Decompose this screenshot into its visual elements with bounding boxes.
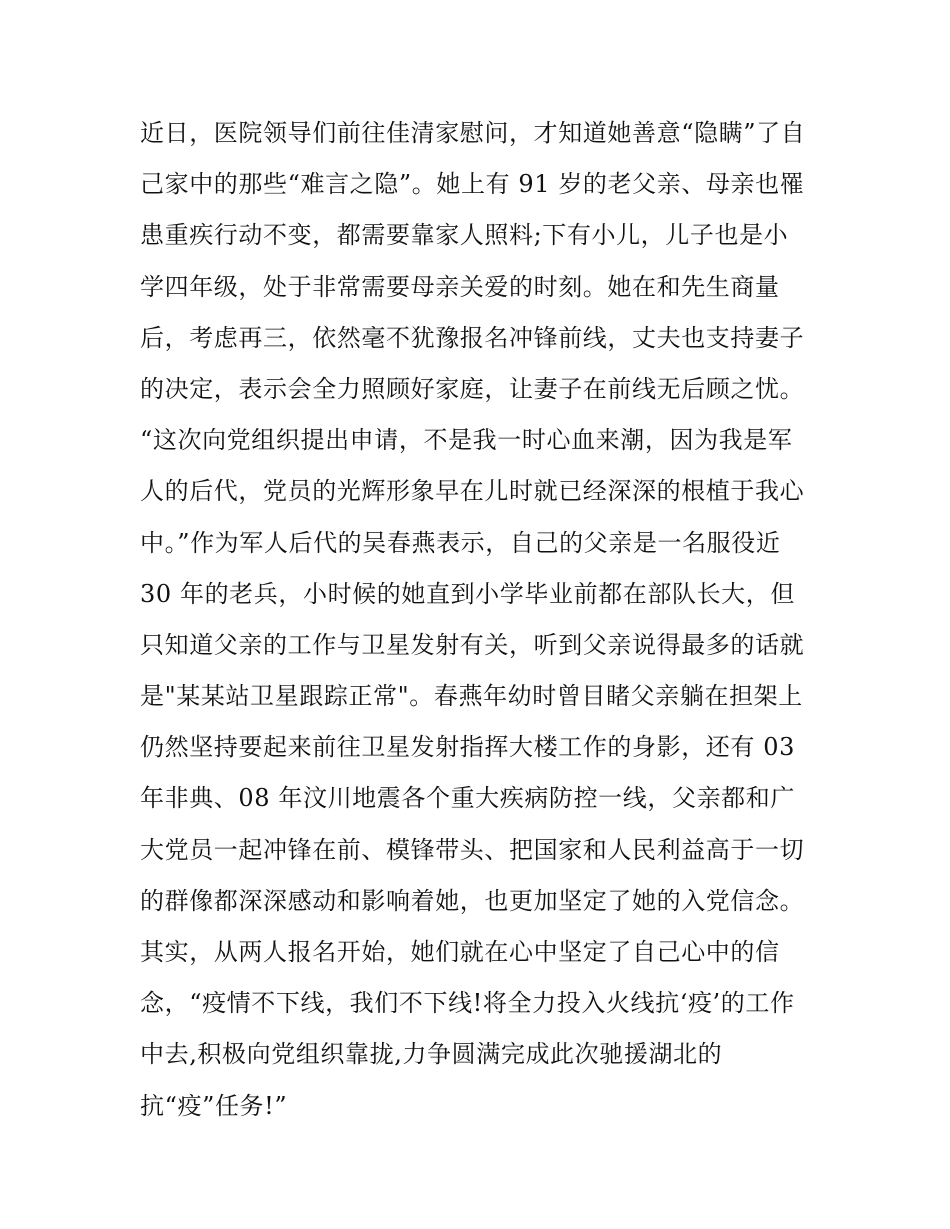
text-line-11: 只知道父亲的工作与卫星发射有关，听到父亲说得最多的话就 <box>140 630 805 659</box>
text-line-14: 年非典、08 年汶川地震各个重大疾病防控一线，父亲都和广 <box>140 784 795 813</box>
text-line-3: 患重疾行动不变，都需要靠家人照料;下有小儿，儿子也是小 <box>140 221 789 250</box>
text-line-15: 大党员一起冲锋在前、模锋带头、把国家和人民利益高于一切 <box>140 835 805 864</box>
text-line-13: 仍然坚持要起来前往卫星发射指挥大楼工作的身影，还有 03 <box>140 733 795 762</box>
text-line-12: 是"某某站卫星跟踪正常"。春燕年幼时曾目睹父亲躺在担架上 <box>140 682 803 711</box>
text-line-8: 人的后代，党员的光辉形象早在儿时就已经深深的根植于我心 <box>140 477 805 506</box>
text-line-1: 近日，医院领导们前往佳清家慰问，才知道她善意“隐瞒”了自 <box>140 119 806 147</box>
text-line-2: 己家中的那些“难言之隐”。她上有 91 岁的老父亲、母亲也罹 <box>140 170 805 199</box>
text-line-17: 其实，从两人报名开始，她们就在心中坚定了自己心中的信 <box>140 938 780 966</box>
text-line-16: 的群像都深深感动和影响着她，也更加坚定了她的入党信念。 <box>140 886 805 915</box>
text-line-7: “这次向党组织提出申请，不是我一时心血来潮，因为我是军 <box>140 426 793 455</box>
text-line-5: 后，考虑再三，依然毫不犹豫报名冲锋前线，丈夫也支持妻子 <box>140 323 805 352</box>
text-line-9: 中。”作为军人后代的吴春燕表示，自己的父亲是一名服役近 <box>140 528 781 557</box>
text-line-18: 念，“疫情不下线，我们不下线!将全力投入火线抗‘疫’的工作 <box>140 989 795 1018</box>
text-line-20: 抗“疫”任务!” <box>140 1091 288 1120</box>
text-line-10: 30 年的老兵，小时候的她直到小学毕业前都在部队长大，但 <box>140 579 795 608</box>
text-line-6: 的决定，表示会全力照顾好家庭，让妻子在前线无后顾之忧。 <box>140 374 805 403</box>
text-line-4: 学四年级，处于非常需要母亲关爱的时刻。她在和先生商量 <box>140 272 780 301</box>
text-line-19: 中去,积极向党组织靠拢,力争圆满完成此次驰援湖北的 <box>140 1040 723 1069</box>
body-paragraph <box>140 108 830 1132</box>
